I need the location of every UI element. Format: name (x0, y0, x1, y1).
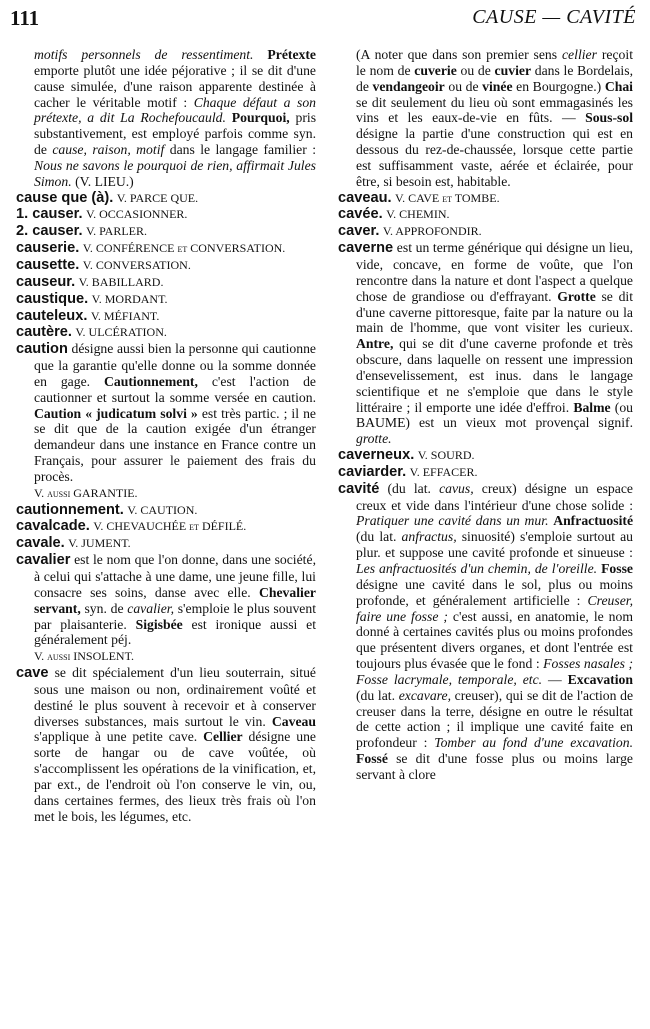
example-text: Chaque défaut a son prétexte, a dit La Rochefoucauld. (34, 94, 317, 126)
italic-text: cause, raison, motif (52, 142, 165, 158)
headword: 1. causer. (16, 206, 83, 223)
cross-reference: V. JUMENT. (68, 536, 131, 551)
entry-causerie (16, 240, 316, 257)
definition-text: se dit seulement du lieu où sont emmagasinés les vins et les eaux-de-vie en fûts. — (356, 94, 633, 126)
definition-text: dans le Bordelais, de (356, 62, 633, 94)
cross-reference: V. MORDANT. (91, 291, 168, 306)
cross-reference: V. CAUTION. (127, 502, 198, 517)
entry-cauteleux (16, 308, 316, 325)
definition-text: emporte plutôt une idée péjorative ; il se dit d'une cause simulée, d'une raison apparente destinée à cacher le véritable motif : (34, 62, 316, 110)
definition-text: creuser), qui se dit de l'action de creuser dans la terre, désigne en outre le résultat de cette action ; il implique une cavité faite en profondeur : (356, 687, 634, 751)
headword: caverne (338, 240, 394, 257)
definition-text: se dit d'une fosse plus ou moins large servant à clore (356, 751, 633, 782)
headword: cause que (à). (16, 189, 114, 206)
cross-reference: V. CONFÉRENCE et CONVERSATION. (82, 241, 286, 256)
entry-cavalier (16, 552, 316, 648)
definition-text: pris substantivement, est employé parfois comme syn. de (34, 110, 317, 158)
cross-reference: V. APPROFONDIR. (382, 224, 482, 239)
definition-text: (ou BAUME) est un vieux mot provençal signif. (356, 399, 634, 431)
italic-text: cellier (561, 47, 597, 62)
definition-text: s'emploie le plus souvent par plaisanterie. (34, 600, 317, 632)
headword: caustique. (16, 290, 89, 307)
see-also (16, 485, 316, 502)
entry-cavee (338, 206, 633, 223)
subword: Chai (604, 78, 633, 94)
definition-text: est un terme générique qui désigne un lieu, vide, concave, en forme de voûte, que l'on rencontre dans la nature et dont l'aspect a quelque chose de grandiose ou d'effrayant. (356, 240, 633, 304)
page-header (10, 6, 636, 32)
headword: cavale. (16, 535, 65, 552)
page-number: 111 (10, 6, 40, 30)
right-column (338, 47, 633, 783)
example-text: Creuser, faire une fosse ; (356, 592, 634, 624)
headword: caviarder. (338, 463, 407, 480)
headword: caverneux. (338, 447, 415, 464)
subword: Sous-sol (585, 110, 634, 126)
cross-reference: V. PARCE QUE. (116, 190, 199, 205)
headword: caution (16, 341, 68, 358)
example-text: Nous ne savons le pourquoi de rien, affirmait Jules Simon. (34, 157, 316, 189)
entry-caveau (338, 190, 633, 207)
definition-text: est le nom que l'on donne, dans une société, à celui qui s'attache à une dame, une jeune fille, lui consacre ses soins, danse avec elle. (34, 552, 316, 600)
subword: Anfractuosité (553, 513, 634, 529)
italic-text: grotte. (356, 431, 392, 447)
entry-causer-2 (16, 223, 316, 240)
subword: cuvier (494, 62, 532, 78)
subword: Antre, (356, 336, 394, 352)
definition-text: (A noter que dans son premier sens (356, 47, 558, 62)
page-title: CAUSE — CAVITÉ (472, 6, 636, 28)
entry-cavite (338, 481, 633, 783)
headword: caver. (338, 223, 380, 240)
entry-cavale (16, 535, 316, 552)
definition-text: désigne aussi bien la personne qui cautionne que la garantie qu'elle donne ou la somme donnée en gage. (34, 341, 316, 389)
definition-text: creux) désigne un espace creux et vide dans l'intérieur d'une chose solide : (356, 480, 633, 513)
cross-reference: V. SOURD. (417, 448, 475, 463)
definition-text: désigne une sorte de hangar ou de cave voûtée, où s'accomplissent les opérations de la vinification, et, par ext., de l'endroit où l'on conserve le vin, ou, dans certaines fermes, des lieux très frais où l'on met le bois, les légumes, etc. (34, 729, 316, 824)
entry-caution (16, 341, 316, 485)
example-text: Les anfractuosités d'un chemin, de l'oreille. (356, 561, 598, 576)
entry-cautionnement (16, 502, 316, 519)
entry-caverne (338, 240, 633, 447)
cross-reference: V. CONVERSATION. (82, 257, 191, 272)
headword: 2. causer. (16, 223, 83, 240)
cross-reference: V. aussi GARANTIE. (34, 485, 138, 500)
subword-pourquoi: Pourquoi, (231, 110, 290, 126)
definition-text: (du lat. (387, 480, 431, 496)
cross-reference: V. aussi INSOLENT. (34, 649, 135, 664)
cross-reference: V. OCCASIONNER. (85, 207, 188, 222)
left-column (16, 47, 316, 825)
subword: Caution « judicatum solvi » (34, 405, 198, 421)
italic-text: motifs personnels de ressentiment. (34, 47, 254, 62)
cross-reference: V. MÉFIANT. (90, 308, 160, 323)
entry-cautere (16, 324, 316, 341)
entry-cause-que (16, 190, 316, 207)
subword: Fosse (601, 561, 633, 576)
cross-reference: V. BABILLARD. (78, 274, 164, 289)
continued-entry (338, 47, 633, 190)
entry-caustique (16, 291, 316, 308)
italic-text: cavus, (439, 480, 474, 496)
subword: Cellier (203, 729, 243, 745)
definition-text: (du lat. (356, 529, 397, 545)
definition-text: c'est aussi, en anatomie, le nom donné à certaines cavités plus ou moins profondes que présentent divers organes, et dont l'entrée est toujours plus évasée que le fond : (356, 608, 633, 672)
headword: causerie. (16, 240, 80, 257)
headword: caveau. (338, 189, 392, 206)
definition-text: reçoit le nom de (356, 47, 634, 78)
definition-text: se dit spécialement d'un lieu souterrain, situé sous une maison ou non, ordinairement voûté et destiné le plus souvent à recevoir et à conserver diverses substances, mais surtout le vin. (34, 665, 317, 729)
example-text: Fosses nasales ; Fosse lacrymale, temporale, etc. (356, 656, 634, 687)
subword: Excavation (567, 671, 633, 687)
continued-entry (16, 47, 316, 190)
headword: cauteleux. (16, 307, 88, 324)
subword: Sigisbée (135, 616, 183, 632)
definition-text: désigne la partie d'une construction qui est en dessous du rez-de-chaussée, lorsque cette partie est suffisamment vaste, aérée et éclairée, pour être, si besoin est, habitable. (356, 126, 633, 189)
cross-reference: V. EFFACER. (409, 464, 478, 479)
cross-reference: V. PARLER. (85, 224, 147, 239)
definition-text: c'est l'action de cautionner et surtout la somme versée en caution. (34, 373, 317, 405)
subword: Balme (573, 399, 611, 415)
subword: vinée (482, 78, 513, 94)
cross-reference: V. CHEMIN. (386, 207, 450, 222)
definition-text: ou de (448, 78, 479, 94)
entry-causette (16, 257, 316, 274)
definition-text: désigne une cavité dans le sol, plus ou moins profonde, et généralement artificielle : (356, 576, 633, 608)
see-also (16, 648, 316, 665)
example-text: Tomber au fond d'une excavation. (434, 735, 633, 751)
entry-causeur (16, 274, 316, 291)
entry-cave (16, 665, 316, 824)
subword: Chevalier servant, (34, 584, 316, 616)
headword: cavée. (338, 206, 383, 223)
headword: cavalier (16, 552, 71, 569)
definition-text: qui se dit d'une caverne profonde et très obscure, dans laquelle on ressent une impression d'ensevelissement, est inus. dans le langage scientifique et ne s'emploie que dans le style littéraire ; il emporte une idée d'effroi. (356, 336, 633, 415)
entry-causer-1 (16, 206, 316, 223)
subword: vendangeoir (372, 78, 445, 94)
subword: Caveau (271, 713, 317, 729)
subword: Fossé (356, 751, 388, 767)
definition-text: s'applique à une petite cave. (34, 729, 198, 745)
definition-text: est ironique aussi et généralement péj. (34, 616, 316, 648)
entry-caver (338, 223, 633, 240)
headword: cautère. (16, 324, 72, 341)
definition-text: en Bourgogne.) (516, 78, 602, 94)
subword: Cautionnement, (104, 373, 198, 389)
cross-reference: V. CAVE et TOMBE. (394, 190, 500, 205)
definition-text: sinuosité) s'emploie surtout au plur. et suppose une cavité profonde et sinueuse : (356, 529, 633, 561)
italic-text: anfractus, (401, 529, 457, 545)
headword: cavalcade. (16, 518, 90, 535)
definition-text: — (548, 671, 562, 687)
definition-text: (du lat. (356, 687, 396, 703)
definition-text: syn. de (84, 600, 124, 616)
italic-text: excavare, (398, 687, 451, 703)
headword: cavité (338, 480, 380, 497)
headword: cautionnement. (16, 501, 124, 518)
definition-text: se dit d'une caverne pittoresque, faite par la nature ou la main de l'homme, que vont visiter les curieux. (356, 288, 634, 336)
cross-reference: V. CHEVAUCHÉE et DÉFILÉ. (93, 519, 247, 534)
subword: cuverie (414, 62, 457, 78)
cross-reference: (V. LIEU.) (75, 173, 134, 189)
entry-caverneux (338, 447, 633, 464)
entry-cavalcade (16, 518, 316, 535)
headword: causette. (16, 256, 80, 273)
subword-pretexte: Prétexte (267, 47, 317, 62)
subword: Grotte (557, 288, 596, 304)
example-text: Pratiquer une cavité dans un mur. (356, 513, 549, 529)
headword: cave (16, 665, 49, 682)
definition-text: ou de (460, 62, 491, 78)
entry-caviarder (338, 464, 633, 481)
definition-text: est très partic. ; il ne se dit que de la caution exigée d'un étranger demandeur dans une instance en France contre un Français, pour assurer le paiement des frais du procès. (34, 405, 317, 484)
italic-text: cavalier, (127, 600, 175, 616)
headword: causeur. (16, 273, 76, 290)
cross-reference: V. ULCÉRATION. (75, 325, 167, 340)
definition-text: dans le langage familier : (169, 142, 317, 158)
